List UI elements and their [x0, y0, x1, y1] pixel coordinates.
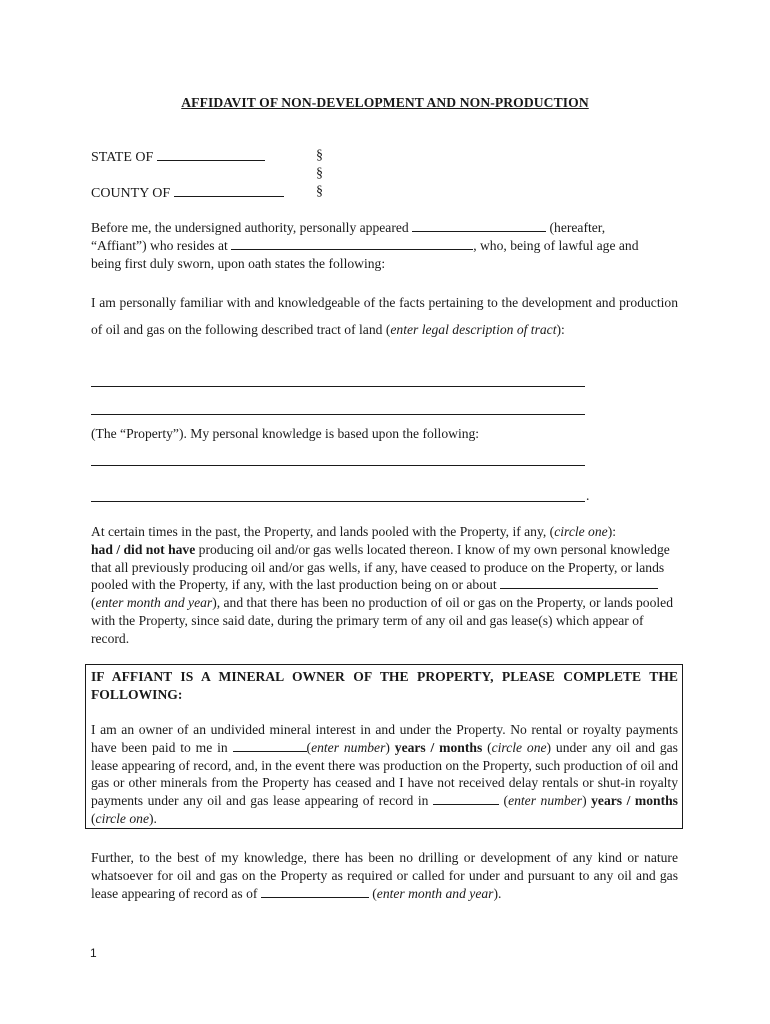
intro-text: , who, being of lawful age and [473, 237, 639, 253]
legal-description-hint: enter legal description of tract [390, 321, 557, 337]
legal-description-line-2[interactable] [91, 414, 585, 415]
intro-text: “Affiant”) who resides at [91, 237, 228, 253]
history-text: producing oil and/or gas wells located thereon. I know of my own personal knowledge that all previously producing oil and/or gas wells, if any, have ceased to produce on the Property, or lands pooled with the Property, if any, with the last production being on or about [91, 541, 670, 593]
document-title: AFFIDAVIT OF NON-DEVELOPMENT AND NON-PRODUCTION [181, 95, 589, 110]
legal-description-line-1[interactable] [91, 386, 585, 387]
familiar-end: ): [556, 321, 565, 337]
knowledge-basis-line-1[interactable] [91, 465, 585, 466]
knowledge-basis-line-2[interactable] [91, 501, 585, 502]
section-symbol: § [316, 148, 323, 163]
month-year-hint: enter month and year [95, 595, 213, 611]
county-label: COUNTY OF [91, 186, 171, 201]
enter-number-hint: enter number [311, 739, 386, 755]
circle-one-hint: circle one [491, 739, 547, 755]
history-paragraph: At certain times in the past, the Property, and lands pooled with the Property, if any, (circle one): had / did not have producing oil and/or gas wells located thereon. I know of my own personal knowledge that all previously producing oil and/or gas wells, if any, have ceased to produce on the Property, or lands pooled with the Property, if any, with the last production being on or about (enter month and year), and that there has been no production of oil or gas on the Property, or lands pooled with the Property, since said date, during the primary term of any oil and gas lease(s) which appear of record. [91, 524, 674, 646]
further-paragraph: Further, to the best of my knowledge, there has been no drilling or development of any kind or nature whatsoever for oil and gas on the Property as required or called for under and pursuant to any oil and gas lease appearing of record as of (enter month and year). [91, 850, 678, 901]
mineral-text: ). [149, 810, 157, 826]
further-text: ). [493, 885, 502, 901]
affiant-address-blank[interactable] [231, 237, 473, 250]
years-months-choice[interactable]: years / months [591, 793, 678, 809]
mineral-owner-paragraph: I am an owner of an undivided mineral interest in and under the Property. No rental or royalty payments have been paid to me in (enter number) years / months (circle one) under any oil and gas lease appearing of record, and, in the event there was production on the Property, such production of oil and gas or other minerals from the Property has ceased and I have not received delay rentals or shut-in royalty payments under any oil and gas lease appearing of record in (enter number) years / months (circle one). [91, 722, 678, 826]
history-text: ), and that there has been no production of oil or gas on the Property, or lands pooled with the Property, since said date, during the primary term of any oil and gas lease(s) which appear of record. [91, 595, 674, 646]
property-paragraph [91, 425, 678, 443]
last-production-date-blank[interactable] [500, 576, 658, 589]
knowledge-period: . [586, 488, 590, 503]
intro-text: (hereafter, [549, 220, 606, 235]
further-text: Further, to the best of my knowledge, there has been no drilling or development of any kind or nature whatsoever for oil and gas on the Property as required or called for under and pursuant to any oil and gas lease appearing of record as of [91, 850, 678, 901]
rental-period-number-blank[interactable] [233, 739, 307, 752]
affiant-name-blank[interactable] [412, 219, 546, 232]
record-date-blank[interactable] [261, 885, 369, 898]
enter-number-hint: enter number [508, 793, 583, 809]
state-blank[interactable] [157, 148, 265, 161]
years-months-choice[interactable]: years / months [394, 739, 483, 755]
property-text: (The “Property”). My personal knowledge is based upon the following: [91, 426, 480, 441]
familiarity-paragraph [91, 290, 678, 343]
mineral-text: ) under any oil and gas lease appearing of record, and, in the event there was production on the Property, such production of oil and gas or other minerals from the Property has ceased and I have not received delay rentals or shut-in royalty payments under any oil and gas lease appearing of record in [91, 739, 678, 809]
circle-one-hint: circle one [554, 524, 608, 539]
intro-text: Before me, the undersigned authority, personally appeared [91, 220, 409, 235]
section-symbol: § [316, 166, 323, 181]
intro-paragraph [91, 219, 678, 272]
mineral-text: I am an owner of an undivided mineral interest in and under the Property. No rental or royalty payments have been paid to me in [91, 722, 678, 755]
record-period-number-blank[interactable] [433, 792, 499, 805]
state-line [91, 148, 265, 166]
had-did-not-have-choice[interactable]: had / did not have [91, 541, 196, 557]
history-text: At certain times in the past, the Property, and lands pooled with the Property, if any, ( [91, 524, 555, 539]
state-label: STATE OF [91, 150, 154, 165]
intro-text: being first duly sworn, upon oath states the following: [91, 255, 386, 271]
county-line [91, 184, 284, 202]
section-symbol: § [316, 184, 323, 199]
circle-one-hint: circle one [95, 810, 149, 826]
mineral-owner-heading: IF AFFIANT IS A MINERAL OWNER OF THE PROPERTY, PLEASE COMPLETE THE FOLLOWING: [91, 669, 678, 702]
history-text: ): [607, 524, 616, 539]
month-year-hint: enter month and year [376, 885, 494, 901]
county-blank[interactable] [174, 184, 284, 197]
page-number: 1 [90, 946, 97, 960]
familiar-text: I am personally familiar with and knowledgeable of the facts pertaining to the development and production of oil and gas on the following described tract of land ( [91, 295, 678, 337]
